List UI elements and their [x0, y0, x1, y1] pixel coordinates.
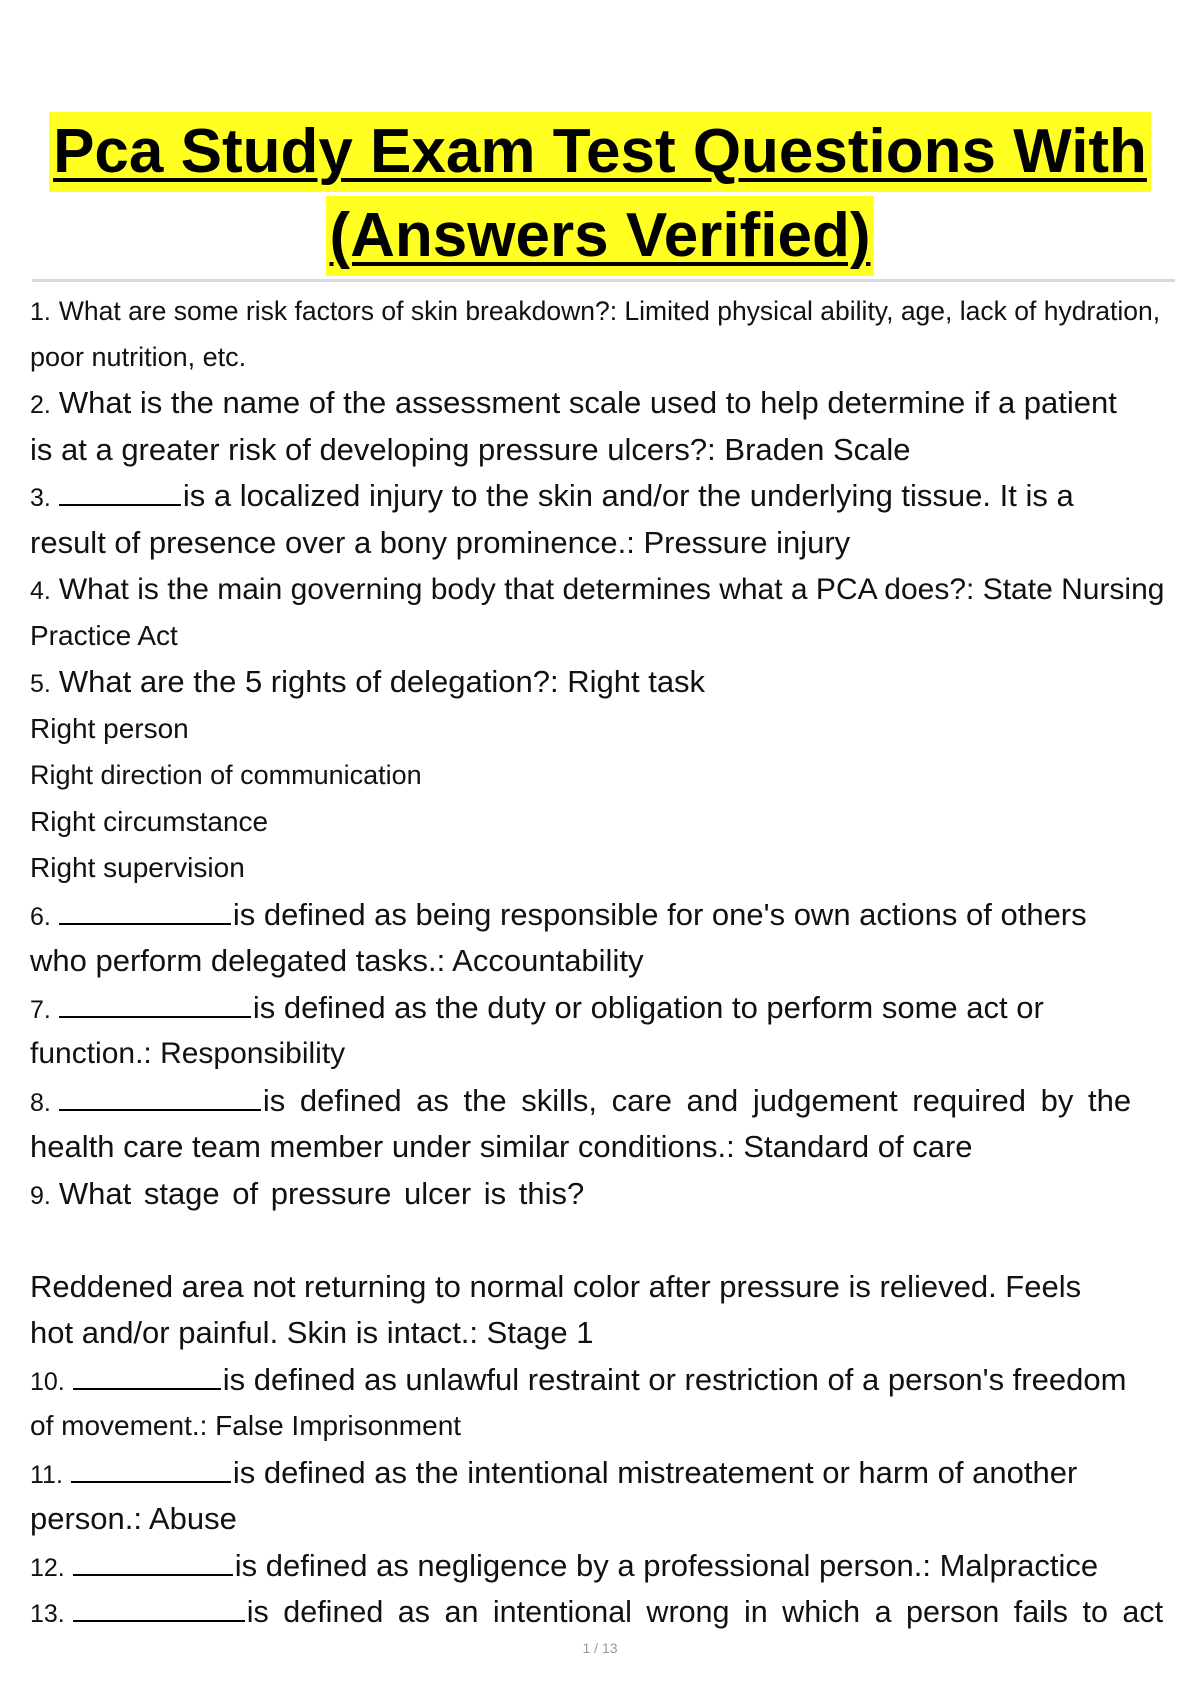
answer-line: Right supervision — [30, 852, 245, 883]
fill-in-blank — [59, 480, 181, 506]
question-3 — [30, 473, 1174, 520]
question-number: 6. — [30, 902, 51, 931]
question-text: is defined as the skills, care and judgement required by the — [262, 1082, 1132, 1118]
fill-in-blank — [73, 1550, 233, 1576]
question-text: is a localized injury to the skin and/or the underlying tissue. It is a — [182, 478, 1074, 513]
question-text: is defined as unlawful restraint or restriction of a person's freedom — [222, 1361, 1127, 1397]
answer-line: health care team member under similar conditions.: Standard of care — [30, 1129, 973, 1164]
answer-line: Right circumstance — [30, 805, 269, 837]
question-2 — [30, 380, 1174, 427]
question-text: What are some risk factors of skin breakdown?: Limited physical ability, age, lack of hydration, — [58, 296, 1161, 326]
question-number: 9. — [30, 1181, 51, 1210]
question-text: is defined as an intentional wrong in which a person fails to act — [246, 1595, 1164, 1629]
answer-line: is at a greater risk of developing pressure ulcers?: Braden Scale — [30, 431, 911, 467]
question-number: 3. — [30, 484, 51, 512]
question-number: 13. — [30, 1600, 65, 1628]
question-1 — [30, 287, 1174, 334]
answer-line: Reddened area not returning to normal color after pressure is relieved. Feels — [30, 1268, 1082, 1304]
question-number: 1. — [30, 298, 51, 326]
question-text: is defined as the duty or obligation to perform some act or — [252, 989, 1044, 1025]
answer-line: person.: Abuse — [30, 1501, 237, 1536]
question-9 — [30, 1171, 1174, 1218]
question-12 — [30, 1543, 1174, 1590]
question-text: What stage of pressure ulcer is this? — [58, 1175, 585, 1211]
question-8 — [30, 1078, 1174, 1125]
answer-line: Right direction of communication — [30, 760, 422, 790]
fill-in-blank — [59, 1085, 261, 1111]
question-4 — [30, 566, 1174, 613]
question-text: is defined as negligence by a professional person.: Malpractice — [234, 1547, 1099, 1583]
answer-line: result of presence over a bony prominence.: Pressure injury — [30, 524, 851, 560]
question-number: 8. — [30, 1088, 51, 1117]
question-10 — [30, 1357, 1174, 1404]
question-number: 11. — [30, 1460, 63, 1489]
question-number: 12. — [30, 1553, 65, 1582]
question-text: What is the name of the assessment scale used to help determine if a patient — [58, 385, 1117, 420]
divider — [32, 279, 1175, 282]
question-number: 2. — [30, 391, 51, 419]
question-number: 4. — [30, 577, 51, 605]
answer-line: Right person — [30, 712, 189, 744]
question-5 — [30, 659, 1174, 706]
question-13 — [30, 1589, 1174, 1636]
title-line-1: Pca Study Exam Test Questions With — [49, 112, 1151, 192]
answer-line: of movement.: False Imprisonment — [30, 1410, 462, 1441]
answer-line: hot and/or painful. Skin is intact.: Stage 1 — [30, 1315, 594, 1350]
fill-in-blank — [71, 1457, 231, 1483]
answer-line: poor nutrition, etc. — [30, 341, 247, 372]
blank-line — [30, 1217, 1174, 1264]
document-title — [0, 112, 1200, 280]
answer-line: who perform delegated tasks.: Accountability — [30, 943, 644, 978]
fill-in-blank — [73, 1596, 245, 1622]
fill-in-blank — [59, 992, 251, 1018]
question-number: 10. — [30, 1367, 65, 1396]
question-text: is defined as being responsible for one's own actions of others — [232, 896, 1087, 932]
question-text: What are the 5 rights of delegation?: Right task — [58, 664, 706, 699]
fill-in-blank — [59, 899, 231, 925]
question-7 — [30, 985, 1174, 1032]
title-line-2: (Answers Verified) — [326, 196, 875, 276]
page-indicator: 1 / 13 — [582, 1640, 618, 1656]
question-11 — [30, 1450, 1174, 1497]
question-list — [30, 287, 1174, 1636]
question-text: What is the main governing body that determines what a PCA does?: State Nursing — [58, 573, 1165, 606]
answer-line: function.: Responsibility — [30, 1037, 346, 1070]
question-number: 7. — [30, 995, 51, 1024]
question-text: is defined as the intentional mistreatement or harm of another — [232, 1454, 1078, 1490]
answer-line: Practice Act — [30, 619, 178, 651]
question-number: 5. — [30, 670, 51, 698]
fill-in-blank — [73, 1364, 221, 1390]
question-6 — [30, 892, 1174, 939]
